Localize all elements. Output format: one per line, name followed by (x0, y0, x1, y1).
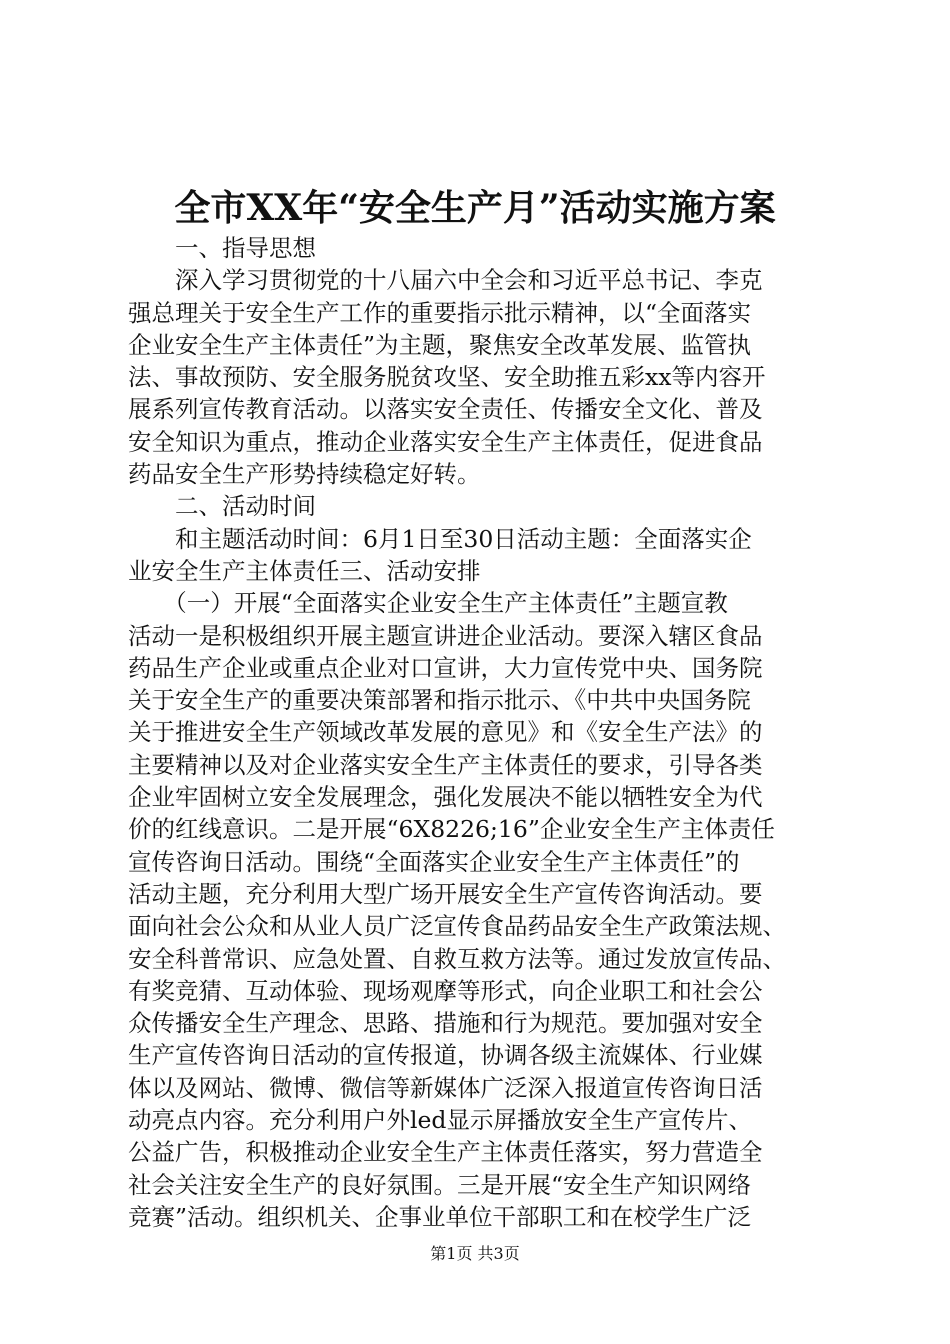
text-line: 强总理关于安全生产工作的重要指示批示精神，以“全面落实 (128, 298, 752, 327)
text-line: 面向社会公众和从业人员广泛宣传食品药品安全生产政策法规、 (128, 912, 786, 941)
text-line: 公益广告，积极推动企业安全生产主体责任落实，努力营造全 (128, 1138, 763, 1167)
text-line: 体以及网站、微博、微信等新媒体广泛深入报道宣传咨询日活 (128, 1073, 763, 1102)
text-line: 关于推进安全生产领域改革发展的意见》和《安全生产法》的 (128, 718, 763, 747)
text-line: 和主题活动时间：6月1日至30日活动主题：全面落实企 (128, 524, 752, 553)
text-line: 业安全生产主体责任三、活动安排 (128, 556, 481, 585)
text-line: 主要精神以及对企业落实安全生产主体责任的要求，引导各类 (128, 750, 763, 779)
text-line: 活动一是积极组织开展主题宣讲进企业活动。要深入辖区食品 (128, 621, 763, 650)
text-line: 活动主题，充分利用大型广场开展安全生产宣传咨询活动。要 (128, 879, 763, 908)
text-line: 竞赛”活动。组织机关、企事业单位干部职工和在校学生广泛 (128, 1202, 752, 1231)
text-line: 动亮点内容。充分利用户外led显示屏播放安全生产宣传片、 (128, 1106, 752, 1135)
text-line: （一）开展“全面落实企业安全生产主体责任”主题宣教 (128, 589, 728, 618)
text-line: 安全科普常识、应急处置、自救互救方法等。通过发放宣传品、 (128, 944, 786, 973)
text-line: 深入学习贯彻党的十八届六中全会和习近平总书记、李克 (128, 266, 763, 295)
text-line: 企业安全生产主体责任”为主题，聚焦安全改革发展、监管执 (128, 330, 752, 359)
text-line: 安全知识为重点，推动企业落实安全生产主体责任，促进食品 (128, 427, 763, 456)
text-line: 社会关注安全生产的良好氛围。三是开展“安全生产知识网络 (128, 1170, 752, 1199)
text-line: 二、活动时间 (128, 492, 316, 521)
text-line: 价的红线意识。二是开展“6X8226;16”企业安全生产主体责任 (128, 815, 775, 844)
text-line: 药品生产企业或重点企业对口宣讲，大力宣传党中央、国务院 (128, 653, 763, 682)
text-line: 药品安全生产形势持续稳定好转。 (128, 460, 481, 489)
document-body (128, 232, 828, 1233)
text-line: 一、指导思想 (128, 234, 316, 262)
text-line: 展系列宣传教育活动。以落实安全责任、传播安全文化、普及 (128, 395, 763, 424)
text-line: 有奖竞猜、互动体验、现场观摩等形式，向企业职工和社会公 (128, 976, 763, 1005)
text-line: 企业牢固树立安全发展理念，强化发展决不能以牺牲安全为代 (128, 783, 763, 812)
text-line: 宣传咨询日活动。围绕“全面落实企业安全生产主体责任”的 (128, 847, 740, 876)
document-title: 全市XX年“安全生产月”活动实施方案 (174, 187, 776, 229)
text-line: 生产宣传咨询日活动的宣传报道，协调各级主流媒体、行业媒 (128, 1041, 763, 1070)
text-line: 法、事故预防、安全服务脱贫攻坚、安全助推五彩xx等内容开 (128, 363, 766, 392)
text-line: 关于安全生产的重要决策部署和指示批示、《中共中央国务院 (128, 686, 751, 715)
page-footer: 第1页 共3页 (430, 1244, 520, 1263)
text-line: 众传播安全生产理念、思路、措施和行为规范。要加强对安全 (128, 1009, 763, 1038)
